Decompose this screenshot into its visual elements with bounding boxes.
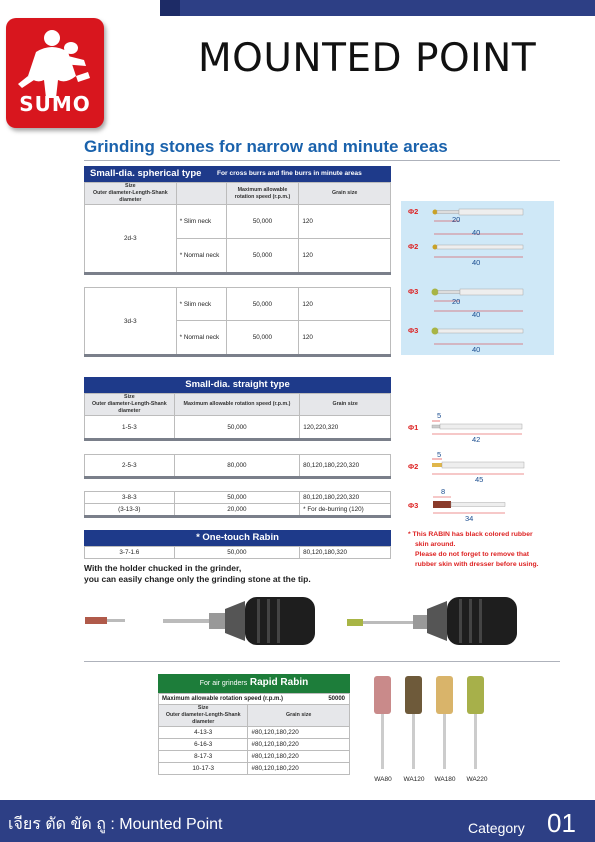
neck-cell: * Slim neck bbox=[176, 288, 226, 321]
size-cell: 2-5-3 bbox=[85, 455, 175, 477]
table-row bbox=[159, 763, 350, 775]
rapid-rabin-table bbox=[158, 693, 350, 775]
table-row bbox=[85, 416, 391, 439]
section-title: Grinding stones for narrow and minute areas bbox=[84, 137, 448, 156]
rabin-caption bbox=[84, 563, 311, 585]
length-label: 40 bbox=[472, 345, 481, 354]
note-line: * This RABIN has black colored rubber bbox=[408, 531, 533, 538]
top-bar-accent bbox=[160, 0, 180, 16]
rubber-skin-note bbox=[408, 530, 568, 570]
rabin-stone-image bbox=[85, 617, 125, 624]
diameter-label: Φ2 bbox=[408, 207, 419, 216]
grain-cell: 80,120,180,320 bbox=[300, 547, 391, 559]
table-row bbox=[159, 751, 350, 763]
length-label: 40 bbox=[472, 310, 481, 319]
section-divider bbox=[84, 661, 560, 662]
rabin-table bbox=[84, 546, 391, 559]
length-label: 5 bbox=[437, 411, 442, 420]
col-size-label: Size bbox=[125, 183, 136, 189]
rapid-rabin-products bbox=[372, 674, 492, 774]
length-label: 40 bbox=[472, 228, 481, 237]
grain-cell: #80,120,180,220 bbox=[248, 751, 350, 763]
speed-cell: 50,000 bbox=[226, 205, 299, 239]
length-label: 8 bbox=[441, 487, 446, 496]
diameter-label: Φ3 bbox=[408, 326, 419, 335]
grain-cell: #80,120,180,220 bbox=[248, 727, 350, 739]
rabin-header: * One-touch Rabin bbox=[84, 530, 391, 546]
speed-cell: 80,000 bbox=[174, 455, 300, 477]
table-row bbox=[159, 727, 350, 739]
col-size-sub: Outer diameter-Length-Shank diameter bbox=[165, 712, 241, 725]
page-title: MOUNTED POINT bbox=[198, 36, 537, 81]
col-grain-header: Grain size bbox=[248, 705, 350, 727]
table-row bbox=[85, 455, 391, 477]
section-divider bbox=[84, 160, 560, 161]
spherical-title: Small-dia. spherical type bbox=[90, 168, 202, 179]
grain-cell: 120 bbox=[299, 205, 391, 239]
table-shadow bbox=[84, 476, 391, 479]
col-size-header bbox=[85, 183, 177, 205]
speed-cell: 50,000 bbox=[174, 492, 300, 504]
size-cell: 6-16-3 bbox=[159, 739, 248, 751]
straight-table bbox=[84, 393, 391, 439]
size-cell: 8-17-3 bbox=[159, 751, 248, 763]
spherical-diagram-2 bbox=[433, 245, 524, 258]
rabin-photos bbox=[85, 595, 565, 655]
size-cell: 10-17-3 bbox=[159, 763, 248, 775]
speed-cell: 50,000 bbox=[226, 239, 299, 273]
product-label: WA180 bbox=[434, 776, 456, 783]
size-cell: 3-7-1.6 bbox=[85, 547, 175, 559]
col-size-label: Size bbox=[197, 705, 209, 711]
diameter-label: Φ2 bbox=[408, 462, 419, 471]
straight-table-3 bbox=[84, 491, 391, 516]
length-label: 34 bbox=[465, 514, 474, 523]
speed-cell: 20,000 bbox=[174, 504, 300, 516]
spherical-table-2 bbox=[84, 287, 391, 355]
size-cell: 1-5-3 bbox=[85, 416, 175, 439]
table-row bbox=[85, 547, 391, 559]
table-row bbox=[85, 492, 391, 504]
speed-label: Maximum allowable rotation speed (r.p.m.) bbox=[162, 696, 284, 702]
neck-cell: * Slim neck bbox=[176, 205, 226, 239]
col-size-sub: Outer diameter-Length-Shank diameter bbox=[92, 190, 168, 203]
speed-cell: 50,000 bbox=[174, 547, 300, 559]
speed-row bbox=[159, 694, 350, 705]
col-size-sub: Outer diameter-Length-Shank diameter bbox=[91, 401, 167, 414]
size-cell: (3-13-3) bbox=[85, 504, 175, 516]
grain-cell: 120,220,320 bbox=[300, 416, 391, 439]
speed-cell: 50,000 bbox=[226, 321, 299, 355]
col-size-header bbox=[85, 394, 175, 416]
spherical-diagrams bbox=[401, 201, 554, 355]
table-row bbox=[85, 504, 391, 516]
rapid-rabin-header bbox=[158, 674, 350, 693]
straight-header: Small-dia. straight type bbox=[84, 377, 391, 393]
table-row bbox=[85, 288, 391, 321]
note-line: skin around. bbox=[415, 541, 456, 548]
neck-cell: * Normal neck bbox=[176, 321, 226, 355]
caption-line: With the holder chucked in the grinder, bbox=[84, 563, 242, 573]
length-label: 40 bbox=[472, 258, 481, 267]
col-speed-header: Maximum allowable rotation speed (r.p.m.) bbox=[174, 394, 300, 416]
straight-diagram-3 bbox=[433, 497, 505, 513]
spherical-header bbox=[84, 166, 391, 182]
diameter-label: Φ2 bbox=[408, 242, 419, 251]
diameter-label: Φ1 bbox=[408, 423, 419, 432]
table-shadow bbox=[84, 515, 391, 518]
grain-cell: * For de-burring (120) bbox=[300, 504, 391, 516]
product-label: WA120 bbox=[403, 776, 425, 783]
diameter-label: Φ3 bbox=[408, 501, 419, 510]
size-cell: 4-13-3 bbox=[159, 727, 248, 739]
table-shadow bbox=[84, 272, 391, 275]
footer-title: เจียร ตัด ขัด ถู : Mounted Point bbox=[8, 816, 223, 833]
spherical-subtitle: For cross burrs and fine burrs in minute areas bbox=[217, 170, 362, 177]
speed-value: 50000 bbox=[328, 696, 345, 702]
product-wa180 bbox=[436, 676, 453, 769]
diameter-label: Φ3 bbox=[408, 287, 419, 296]
category-number: 01 bbox=[547, 808, 576, 838]
table-shadow bbox=[84, 354, 391, 357]
category-label: Category bbox=[468, 820, 525, 836]
product-wa220 bbox=[467, 676, 484, 769]
col-speed-header: Maximum allowable rotation speed (r.p.m.) bbox=[226, 183, 299, 205]
col-grain-header: Grain size bbox=[299, 183, 391, 205]
grain-cell: #80,120,180,220 bbox=[248, 763, 350, 775]
speed-cell: 50,000 bbox=[174, 416, 300, 439]
product-label: WA80 bbox=[374, 776, 392, 783]
table-row bbox=[159, 739, 350, 751]
straight-diagrams bbox=[400, 405, 560, 525]
table-shadow bbox=[84, 438, 391, 441]
table-row bbox=[85, 205, 391, 239]
note-line: Please do not forget to remove that bbox=[415, 551, 530, 558]
size-cell: 2d-3 bbox=[85, 205, 177, 273]
grinder-with-stone-image-2 bbox=[347, 597, 517, 645]
straight-diagram-1 bbox=[432, 421, 522, 434]
straight-table-2 bbox=[84, 454, 391, 477]
product-label: WA220 bbox=[466, 776, 488, 783]
grain-cell: 120 bbox=[299, 239, 391, 273]
grain-cell: 80,120,180,220,320 bbox=[300, 455, 391, 477]
col-neck-header bbox=[176, 183, 226, 205]
neck-cell: * Normal neck bbox=[176, 239, 226, 273]
note-line: rubber skin with dresser before using. bbox=[415, 561, 539, 568]
grain-cell: 120 bbox=[299, 321, 391, 355]
spherical-diagram-4 bbox=[432, 328, 524, 345]
sumo-logo bbox=[6, 18, 104, 128]
grinder-with-stone-image-1 bbox=[163, 597, 315, 645]
length-label: 20 bbox=[452, 215, 461, 224]
col-grain-header: Grain size bbox=[300, 394, 391, 416]
col-size-header bbox=[159, 705, 248, 727]
product-wa120 bbox=[405, 676, 422, 769]
brand-name: SUMO bbox=[19, 92, 91, 116]
grain-cell: 120 bbox=[299, 288, 391, 321]
length-label: 20 bbox=[452, 297, 461, 306]
speed-cell: 50,000 bbox=[226, 288, 299, 321]
length-label: 45 bbox=[475, 475, 484, 484]
length-label: 42 bbox=[472, 435, 481, 444]
length-label: 5 bbox=[437, 450, 442, 459]
straight-diagram-2 bbox=[432, 459, 524, 474]
rapid-title: Rapid Rabin bbox=[249, 677, 309, 688]
caption-line: you can easily change only the grinding stone at the tip. bbox=[84, 574, 311, 584]
grain-cell: 80,120,180,220,320 bbox=[300, 492, 391, 504]
col-size-label: Size bbox=[124, 394, 135, 400]
grain-cell: #80,120,180,220 bbox=[248, 739, 350, 751]
rapid-title-prefix: For air grinders bbox=[199, 680, 248, 687]
size-cell: 3d-3 bbox=[85, 288, 177, 355]
top-bar bbox=[160, 0, 595, 16]
spherical-table bbox=[84, 182, 391, 273]
product-wa80 bbox=[374, 676, 391, 769]
spherical-diagram-3 bbox=[432, 289, 524, 312]
size-cell: 3-8-3 bbox=[85, 492, 175, 504]
